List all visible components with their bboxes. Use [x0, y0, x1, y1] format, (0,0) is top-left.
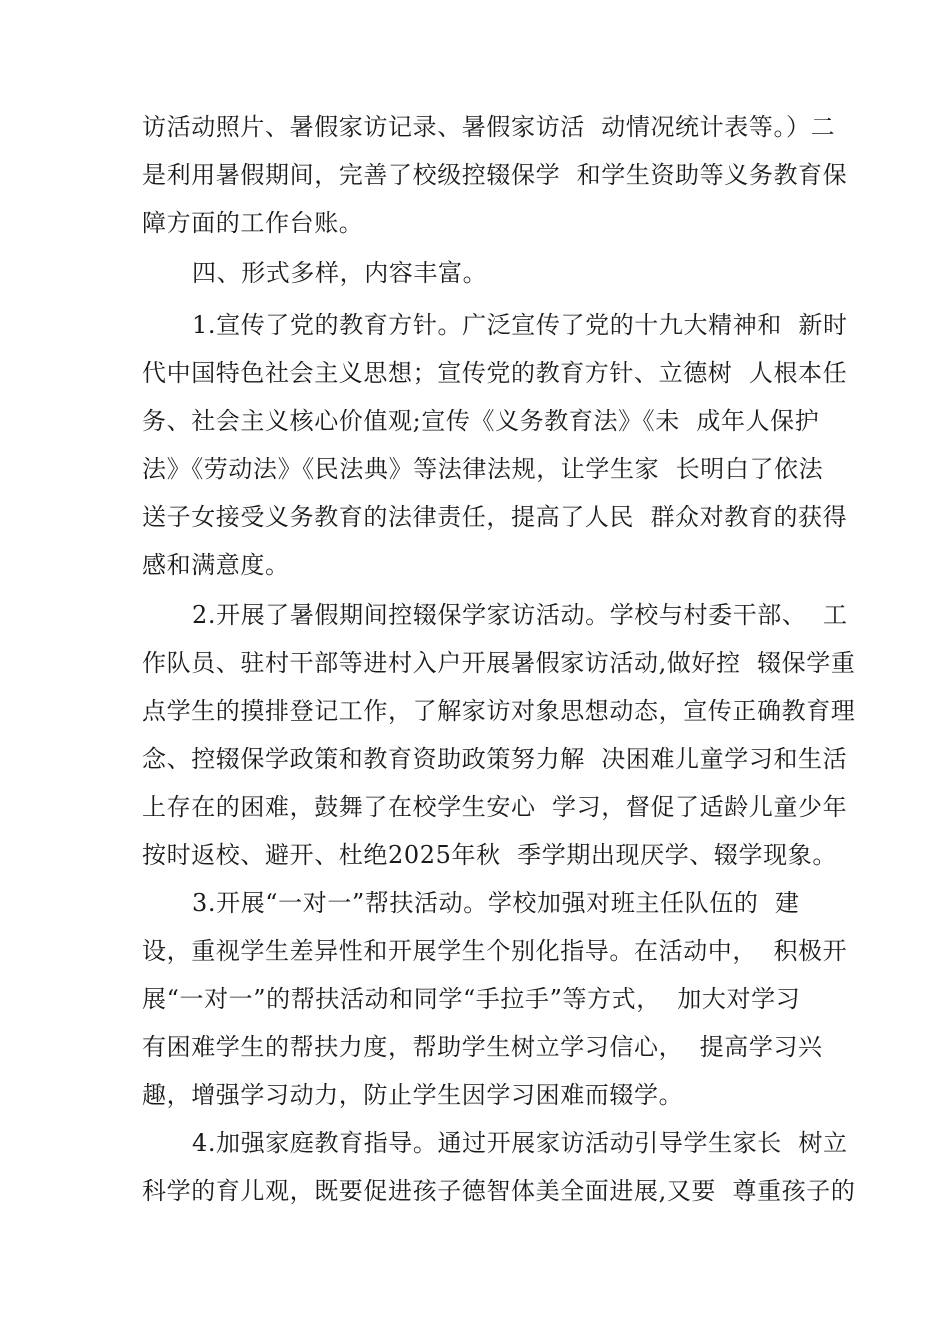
text-line: 作队员、驻村干部等进村入户开展暑假家访活动,做好控 辍保学重: [142, 649, 856, 677]
text-line: 念、控辍保学政策和教育资助政策努力解 决困难儿童学习和生活: [142, 745, 848, 773]
text-line: 代中国特色社会主义思想；宣传党的教育方针、立德树 人根本任: [142, 359, 848, 387]
text-line: 法》《劳动法》《民法典》等法律法规，让学生家 长明白了依法: [142, 455, 824, 483]
text-line: 按时返校、避开、杜绝2025年秋 季学期出现厌学、辍学现象。: [142, 841, 837, 869]
text-line: 展“一对一”的帮扶活动和同学“手拉手”等方式， 加大对学习: [142, 985, 801, 1013]
text-line: 有困难学生的帮扶力度，帮助学生树立学习信心， 提高学习兴: [142, 1033, 823, 1061]
section-heading: 四、形式多样，内容丰富。: [192, 259, 488, 287]
text-line: 科学的育儿观，既要促进孩子德智体美全面进展,又要 尊重孩子的: [142, 1177, 856, 1205]
text-line: 感和满意度。: [142, 551, 290, 579]
text-line: 趣，增强学习动力，防止学生因学习困难而辍学。: [142, 1081, 684, 1109]
paragraph-first-line: 2.开展了暑假期间控辍保学家访活动。学校与村委干部、 工: [192, 601, 848, 629]
text-line: 上存在的困难，鼓舞了在校学生安心 学习，督促了适龄儿童少年: [142, 793, 848, 821]
paragraph-first-line: 4.加强家庭教育指导。通过开展家访活动引导学生家长 树立: [192, 1129, 848, 1157]
paragraph-first-line: 3.开展“一对一”帮扶活动。学校加强对班主任队伍的 建: [192, 889, 800, 917]
text-line: 设，重视学生差异性和开展学生个别化指导。在活动中， 积极开: [142, 937, 848, 965]
text-line: 访活动照片、暑假家访记录、暑假家访活 动情况统计表等。）二: [142, 113, 836, 141]
paragraph-first-line: 1.宣传了党的教育方针。广泛宣传了党的十九大精神和 新时: [192, 311, 848, 339]
text-line: 是利用暑假期间，完善了校级控辍保学 和学生资助等义务教育保: [142, 161, 848, 189]
text-line: 务、社会主义核心价值观;宣传《义务教育法》《未 成年人保护: [142, 407, 820, 435]
text-line: 点学生的摸排登记工作，了解家访对象思想动态，宣传正确教育理: [142, 697, 856, 725]
text-line: 送子女接受义务教育的法律责任，提高了人民 群众对教育的获得: [142, 503, 848, 531]
text-line: 障方面的工作台账。: [142, 209, 364, 237]
